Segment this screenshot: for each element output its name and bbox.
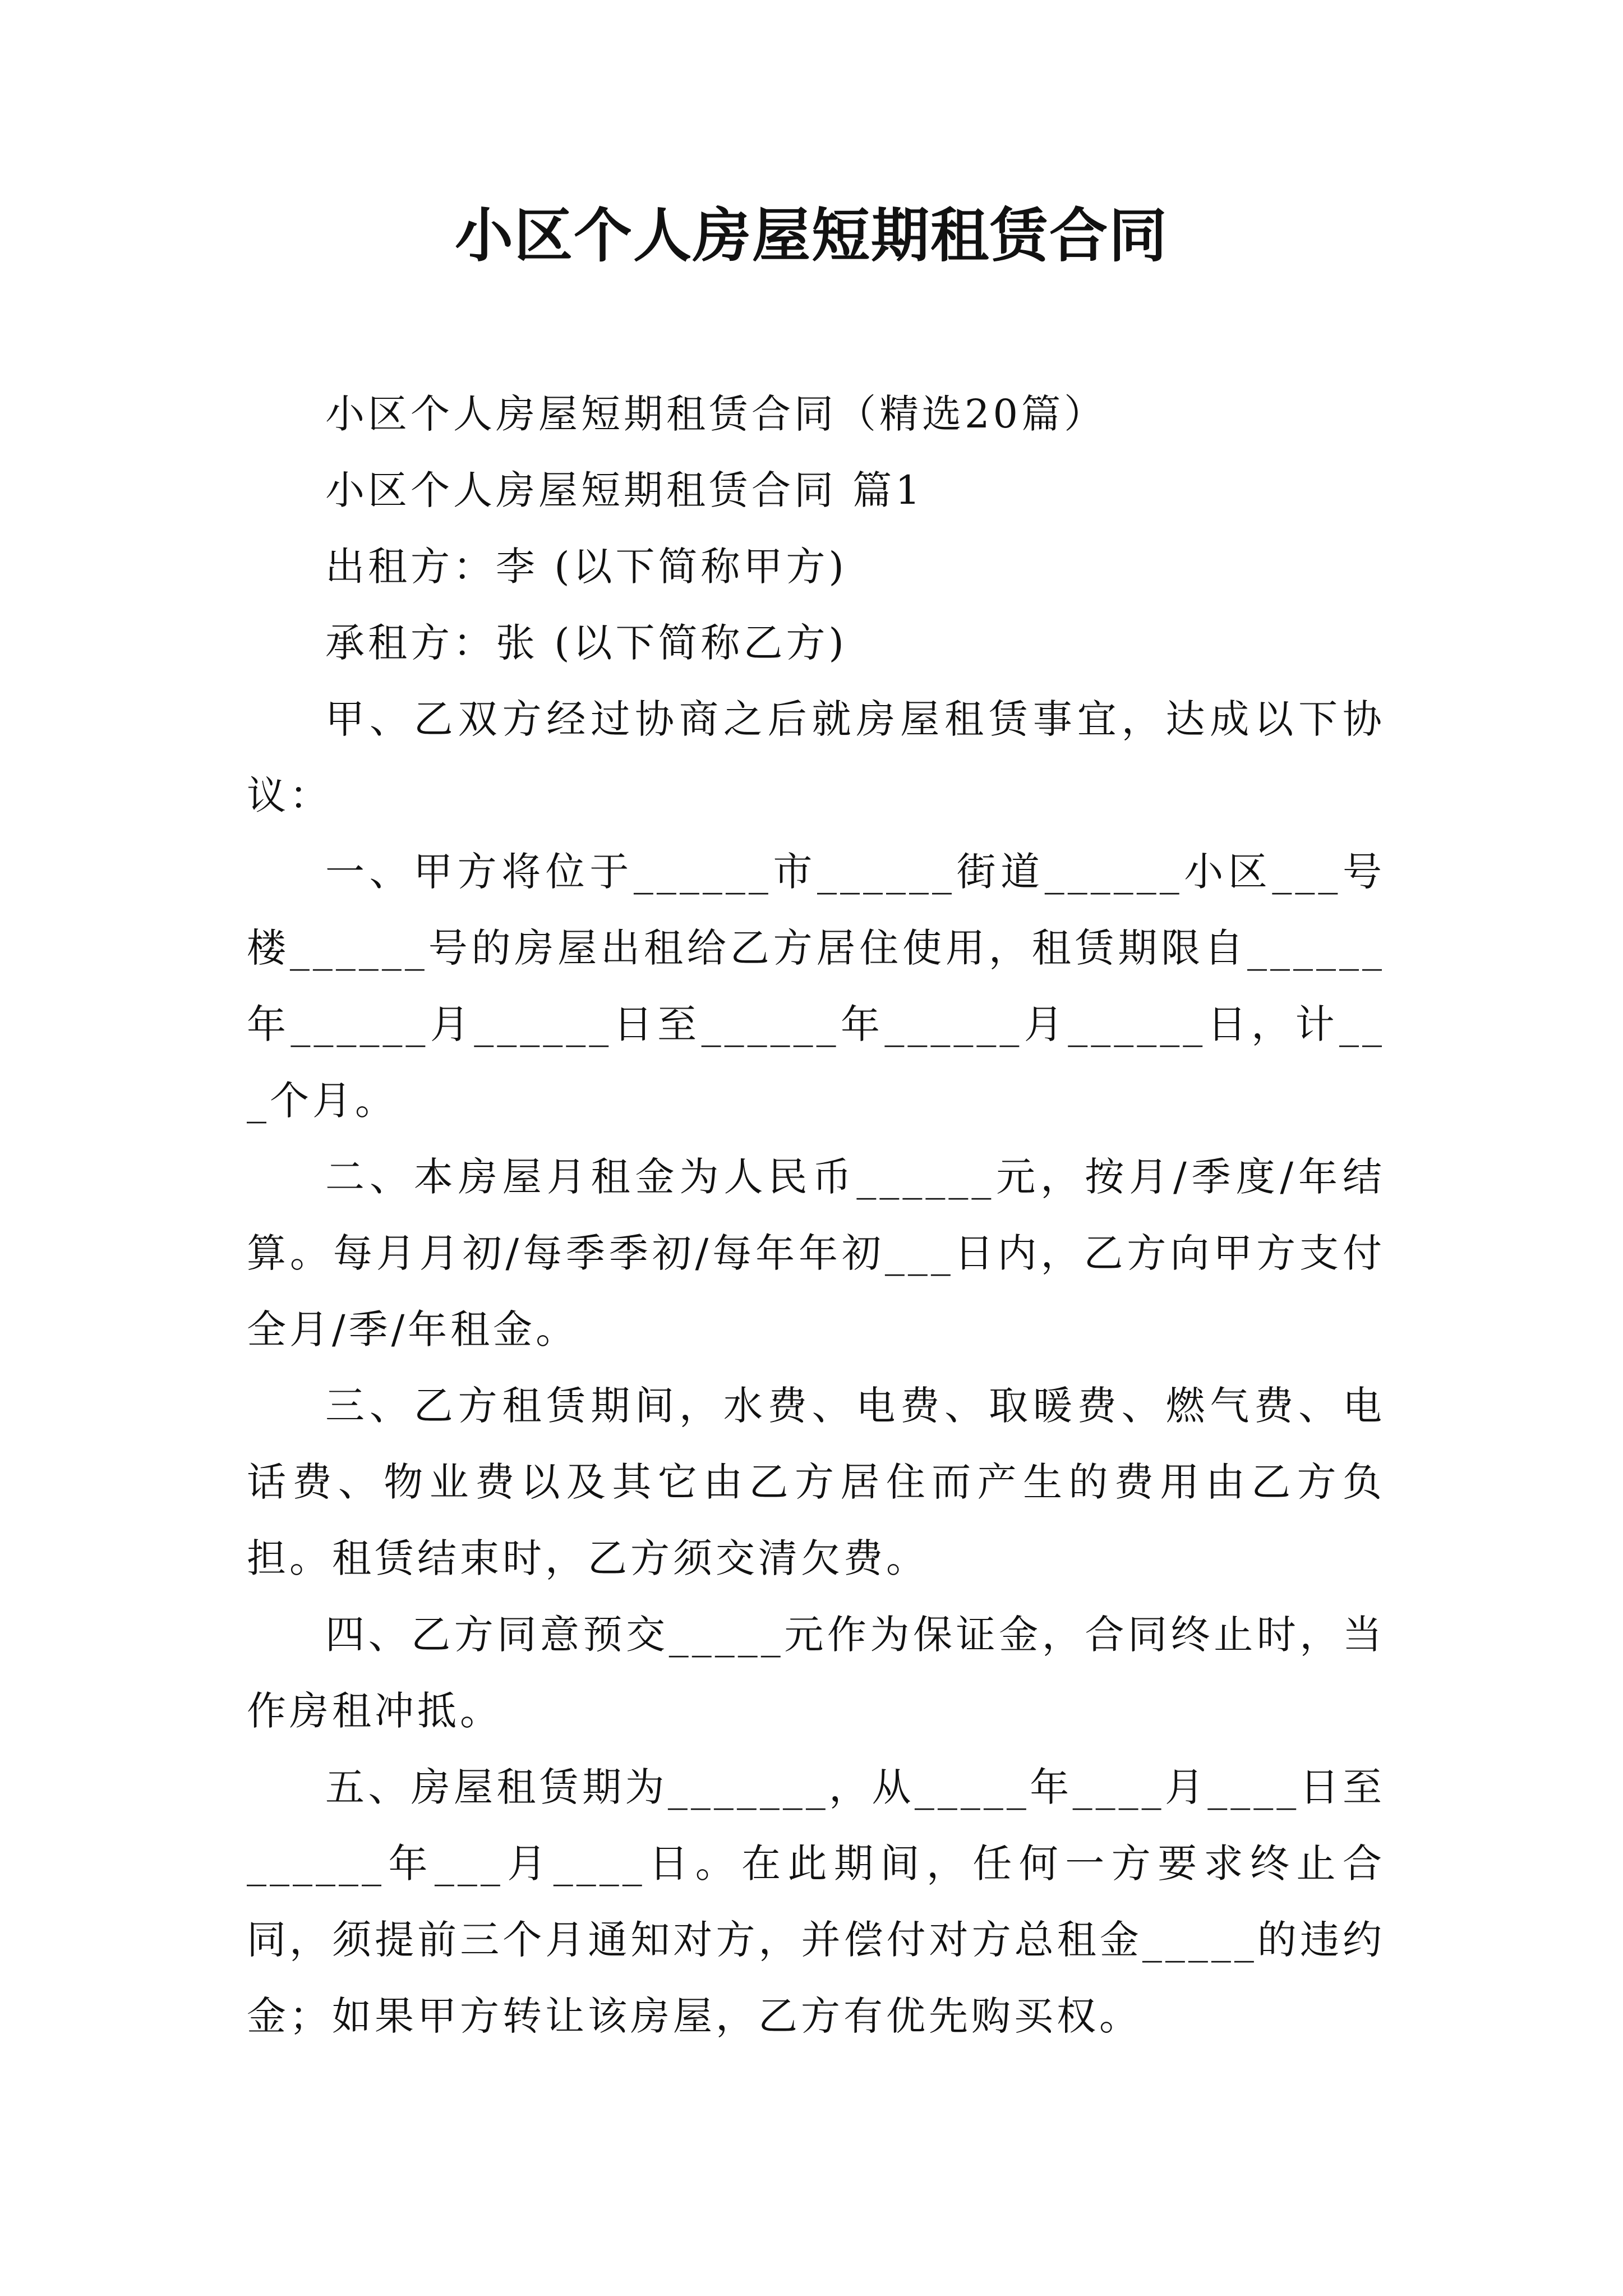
clause-3: 三、乙方租赁期间，水费、电费、取暖费、燃气费、电话费、物业费以及其它由乙方居住而产生的费用由乙方负担。租赁结束时，乙方须交清欠费。 <box>247 1383 1385 1581</box>
document-title: 小区个人房屋短期租赁合同 <box>454 201 1168 270</box>
clause-2: 二、本房屋月租金为人民币______元，按月/季度/年结算。每月月初/每季季初/每年年初___日内，乙方向甲方支付全月/季/年租金。 <box>247 1154 1385 1352</box>
lessor-line: 出租方：李 (以下简称甲方) <box>325 544 847 590</box>
clause-1: 一、甲方将位于______市______街道______小区___号楼______号的房屋出租给乙方居住使用，租赁期限自______年______月______日至______年______月______日，计___个月。 <box>247 849 1385 1124</box>
lessee-line: 承租方：张 (以下简称乙方) <box>325 620 847 666</box>
document-body <box>247 376 1385 2054</box>
doc-subtitle: 小区个人房屋短期租赁合同（精选20篇） <box>325 391 1107 437</box>
section-heading: 小区个人房屋短期租赁合同 篇1 <box>325 467 924 513</box>
clause-5: 五、房屋租赁期为_______，从_____年____月____日至______年___月____日。在此期间，任何一方要求终止合同，须提前三个月通知对方，并偿付对方总租金_____的违约金；如果甲方转让该房屋，乙方有优先购买权。 <box>247 1764 1385 2039</box>
agreement-intro: 甲、乙双方经过协商之后就房屋租赁事宜，达成以下协议： <box>247 696 1385 818</box>
clause-4: 四、乙方同意预交_____元作为保证金，合同终止时，当作房租冲抵。 <box>247 1612 1385 1734</box>
